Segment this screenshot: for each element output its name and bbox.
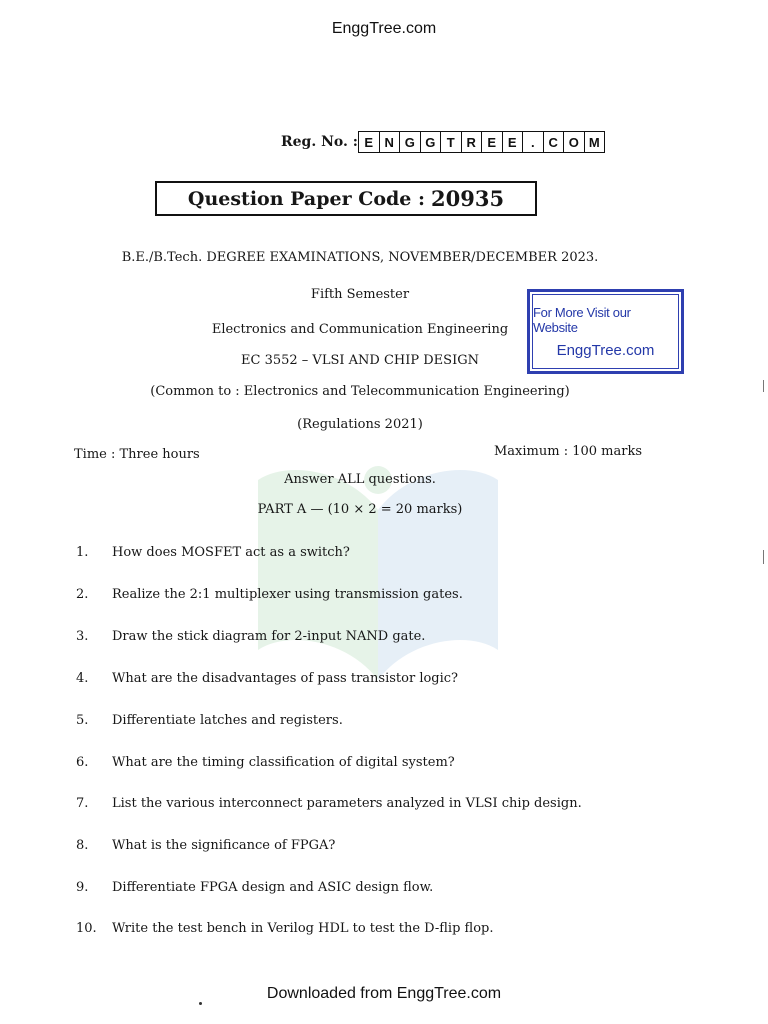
question-number: 4. xyxy=(76,671,89,686)
question-number: 8. xyxy=(76,838,89,853)
reg-char-box: E xyxy=(503,131,524,153)
common-to: (Common to : Electronics and Telecommunication Engineering) xyxy=(150,384,570,399)
question-number: 7. xyxy=(76,796,89,811)
question-text: What are the timing classification of digital system? xyxy=(112,755,455,770)
question-item xyxy=(76,671,458,686)
question-text: Write the test bench in Verilog HDL to test the D-flip flop. xyxy=(112,921,494,936)
reg-char-box: T xyxy=(441,131,462,153)
question-number: 9. xyxy=(76,880,89,895)
question-paper-code-box xyxy=(155,181,537,216)
reg-char-box: G xyxy=(400,131,421,153)
question-item xyxy=(76,880,433,895)
reg-char-box: O xyxy=(564,131,585,153)
reg-char-box: E xyxy=(359,131,380,153)
question-text: How does MOSFET act as a switch? xyxy=(112,545,350,560)
website-ad-box[interactable] xyxy=(527,289,684,374)
reg-char-box: G xyxy=(421,131,442,153)
exam-title: B.E./B.Tech. DEGREE EXAMINATIONS, NOVEMBER/DECEMBER 2023. xyxy=(121,250,599,265)
question-number: 3. xyxy=(76,629,89,644)
course-title: EC 3552 – VLSI AND CHIP DESIGN xyxy=(241,353,479,368)
question-item xyxy=(76,713,343,728)
scan-artifact-mark xyxy=(763,380,764,392)
question-number: 1. xyxy=(76,545,89,560)
paper-code-label: Question Paper Code : xyxy=(187,187,426,210)
question-item xyxy=(76,629,425,644)
website-ad-inner xyxy=(532,294,679,369)
scan-artifact-mark xyxy=(763,550,764,564)
department: Electronics and Communication Engineering xyxy=(211,322,509,337)
maximum-marks: Maximum : 100 marks xyxy=(494,444,643,459)
reg-char-box: M xyxy=(585,131,606,153)
question-number: 10. xyxy=(76,921,97,936)
paper-code-value: 20935 xyxy=(431,186,505,211)
question-number: 5. xyxy=(76,713,89,728)
question-item xyxy=(76,796,582,811)
question-text: Draw the stick diagram for 2-input NAND gate. xyxy=(112,629,426,644)
reg-no-label: Reg. No. : xyxy=(281,134,358,150)
reg-char-box: E xyxy=(482,131,503,153)
question-text: Differentiate FPGA design and ASIC design flow. xyxy=(112,880,434,895)
question-text: Realize the 2:1 multiplexer using transmission gates. xyxy=(112,587,463,602)
regulations: (Regulations 2021) xyxy=(297,417,423,432)
instruction: Answer ALL questions. xyxy=(284,472,436,487)
semester: Fifth Semester xyxy=(310,287,410,302)
ad-line-2: EnggTree.com xyxy=(556,341,655,359)
reg-char-box: C xyxy=(544,131,565,153)
question-number: 2. xyxy=(76,587,89,602)
reg-char-box: . xyxy=(523,131,544,153)
question-item xyxy=(76,587,463,602)
question-item xyxy=(76,838,335,853)
site-header: EnggTree.com xyxy=(331,20,437,37)
site-footer: Downloaded from EnggTree.com xyxy=(266,985,502,1002)
question-text: What is the significance of FPGA? xyxy=(112,838,336,853)
question-item xyxy=(76,755,455,770)
question-item xyxy=(76,545,350,560)
question-text: Differentiate latches and registers. xyxy=(112,713,343,728)
reg-char-box: R xyxy=(462,131,483,153)
question-item xyxy=(76,921,493,936)
reg-no-boxes xyxy=(358,131,605,153)
question-text: List the various interconnect parameters analyzed in VLSI chip design. xyxy=(112,796,582,811)
question-text: What are the disadvantages of pass transistor logic? xyxy=(112,671,459,686)
reg-char-box: N xyxy=(380,131,401,153)
part-a-heading: PART A — (10 × 2 = 20 marks) xyxy=(257,502,463,517)
ad-line-1: For More Visit our Website xyxy=(533,304,631,335)
time-allowed: Time : Three hours xyxy=(74,447,200,462)
question-number: 6. xyxy=(76,755,89,770)
